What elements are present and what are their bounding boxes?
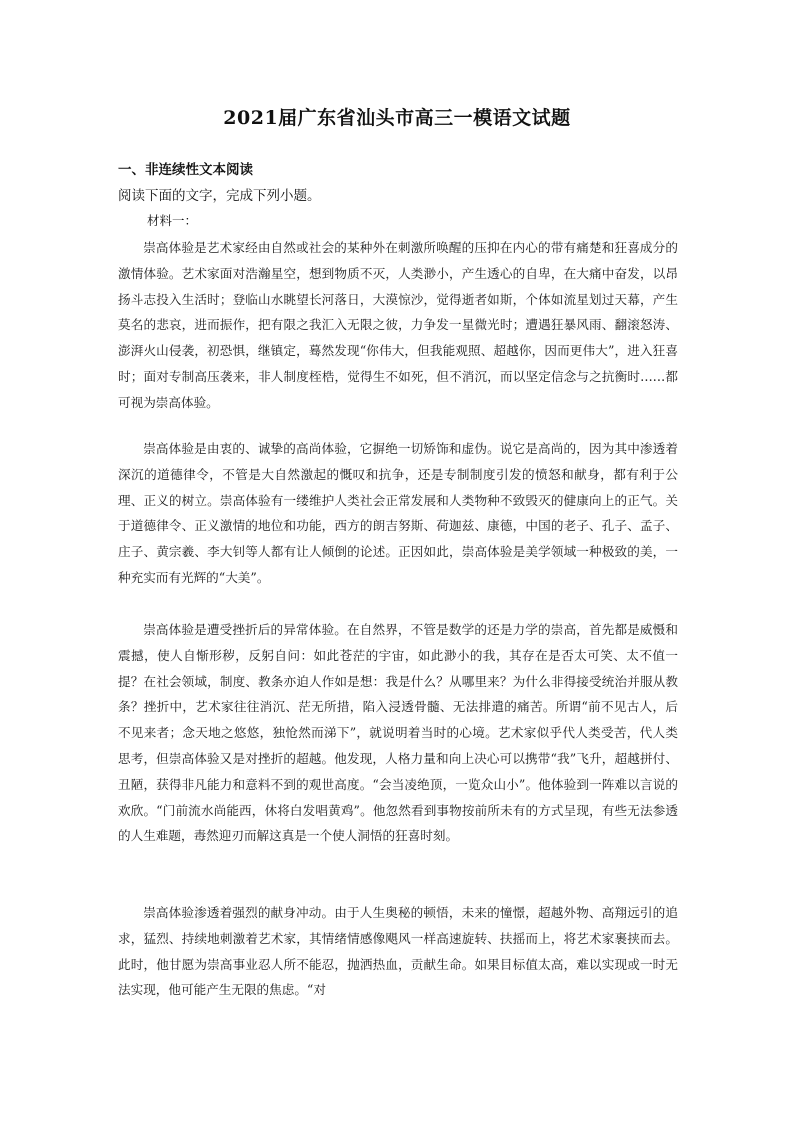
section-heading: 一、非连续性文本阅读 — [118, 162, 253, 178]
paragraph-2: 崇高体验是由衷的、诚挚的高尚体验，它摒绝一切矫饰和虚伪。说它是高尚的，因为其中渗透着深沉的道德律令，不管是大自然激起的慨叹和抗争，还是专制制度引发的愤怒和献身，都有利于公理、正义的树立。崇高体验有一缕维护人类社会正常发展和人类物种不致毁灭的健康向上的正气。关于道德律令、正义激情的地位和功能，西方的朗吉努斯、荷迦兹、康德，中国的老子、孔子、孟子、庄子、黄宗羲、李大钊等人都有让人倾倒的论述。正因如此，崇高体验是美学领域一种极致的美，一种充实而有光辉的“大美”。 — [118, 441, 678, 585]
paragraph-1: 崇高体验是艺术家经由自然或社会的某种外在刺激所唤醒的压抑在内心的带有痛楚和狂喜成分的激情体验。艺术家面对浩瀚星空，想到物质不灭，人类渺小，产生透心的自卑，在大痛中奋发，以昂扬斗志投入生活时；登临山水眺望长河落日，大漠惊沙，觉得逝者如斯，个体如流星划过天幕，产生莫名的悲哀，进而振作，把有限之我汇入无限之彼，力争发一星微光时；遭遇狂暴风雨、翻滚怒涛、澎湃火山侵袭，初恐惧，继镇定，蓦然发现“你伟大，但我能观照、超越你，因而更伟大”，进入狂喜时；面对专制高压袭来，非人制度桎梏，觉得生不如死，但不消沉，而以坚定信念与之抗衡时……都可视为崇高体验。 — [118, 240, 678, 410]
paragraph-4: 崇高体验渗透着强烈的献身冲动。由于人生奥秘的顿悟，未来的憧憬，超越外物、高翔远引的追求，猛烈、持续地刺激着艺术家，其情绪情感像飓风一样高速旋转、扶摇而上，将艺术家裹挟而去。此时，他甘愿为崇高事业忍人所不能忍，抛洒热血，贡献生命。如果目标值太高，难以实现或一时无法实现，他可能产生无限的焦虑。“对 — [118, 905, 678, 998]
material-label: 材料一： — [147, 213, 198, 228]
page-title: 2021届广东省汕头市高三一模语文试题 — [223, 107, 571, 129]
paragraph-3: 崇高体验是遭受挫折后的异常体验。在自然界，不管是数学的还是力学的崇高，首先都是威慑和震撼，使人自惭形秽，反躬自问：如此苍茫的宇宙，如此渺小的我，其存在是否太可笑、太不值一提？在社会领域，制度、教条亦迫人作如是想：我是什么？从哪里来？为什么非得接受统治并服从教条？挫折中，艺术家往往消沉、茫无所措，陷入浸透骨髓、无法排遣的痛苦。所谓“前不见古人，后不见来者；念天地之悠悠，独怆然而涕下”，就说明着当时的心境。艺术家似乎代人类受苦，代人类思考，但崇高体验又是对挫折的超越。他发现，人格力量和向上决心可以携带“我”飞升，超越拼付、丑陋，获得非凡能力和意料不到的观世高度。“会当凌绝顶，一览众山小”。他体验到一阵难以言说的欢欣。“门前流水尚能西，休将白发唱黄鸡”。他忽然看到事物按前所未有的方式呈现，有些无法参透的人生难题，毒然迎刃而解这真是一个使人洞悟的狂喜时刻。 — [118, 622, 678, 844]
reading-instruction: 阅读下面的文字，完成下列小题。 — [118, 188, 321, 204]
